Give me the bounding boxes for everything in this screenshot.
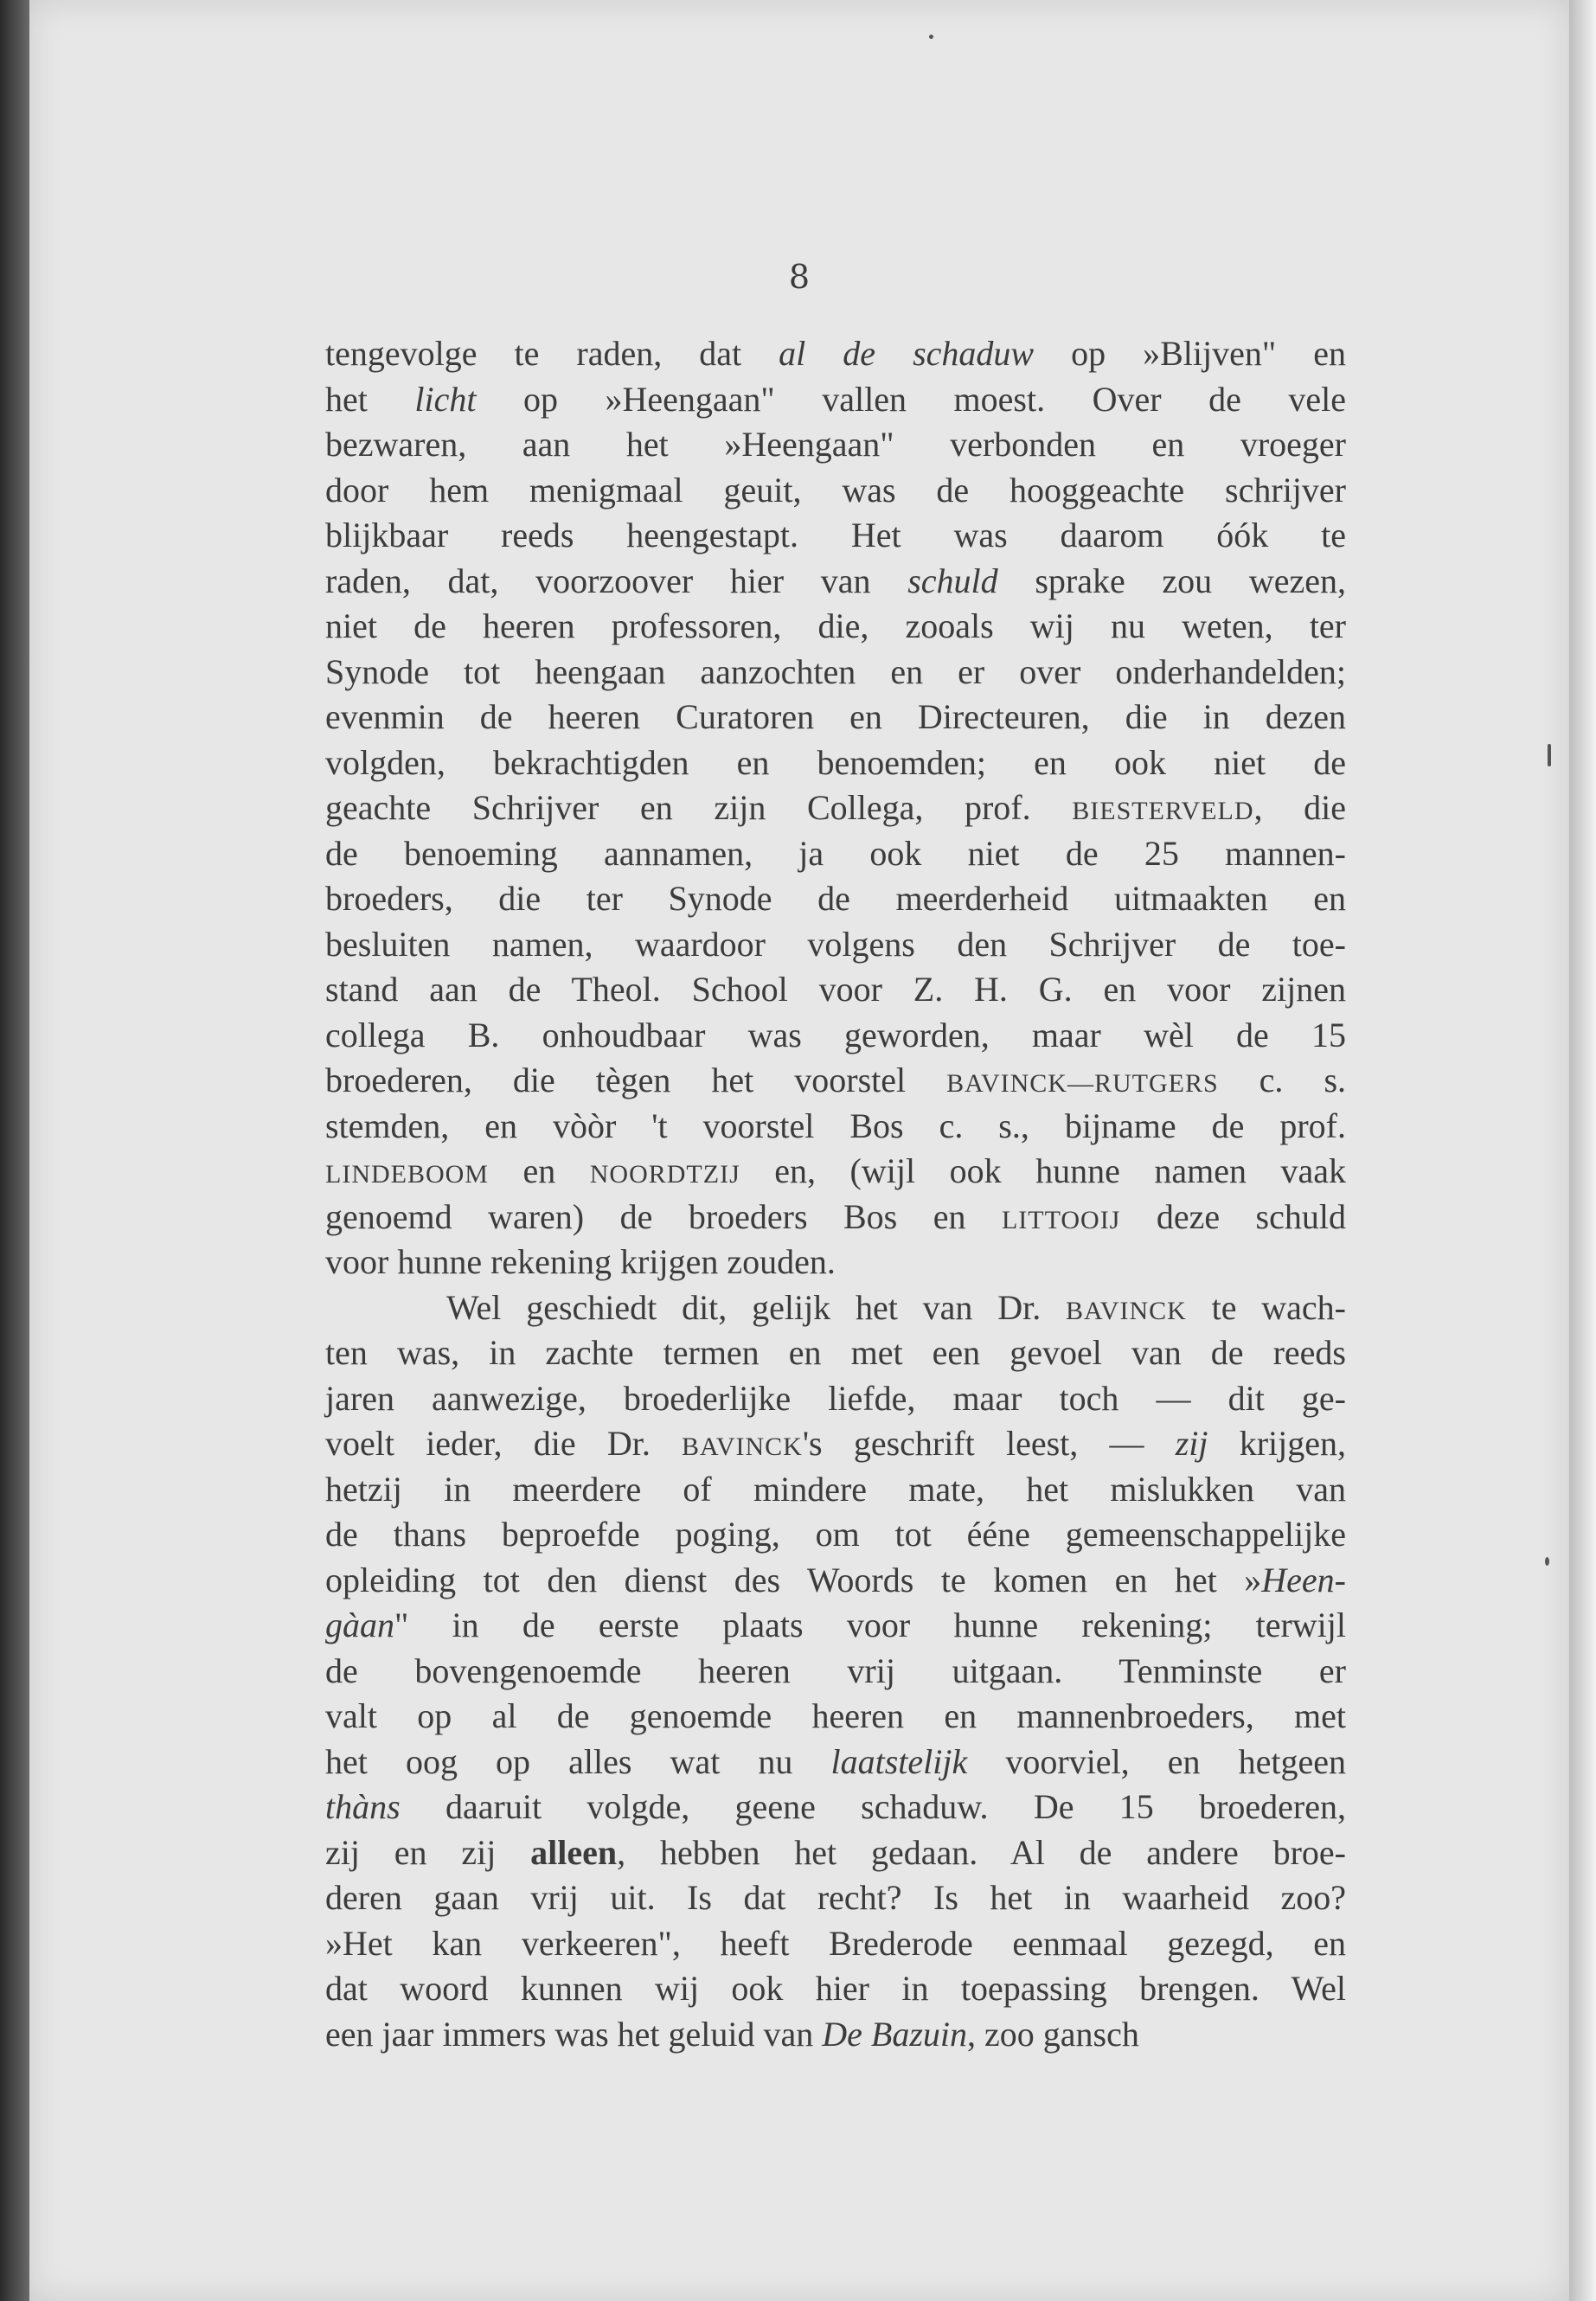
text-run: de benoeming aannamen, ja ook niet de 25 mannen-	[325, 833, 1346, 873]
italic-run: licht	[414, 379, 477, 419]
text-run: ten was, in zachte termen en met een gevoel van de reeds	[325, 1333, 1346, 1372]
paper-speck	[1545, 1557, 1549, 1566]
text-line	[325, 1195, 1346, 1240]
italic-run: laatstelijk	[830, 1741, 968, 1781]
text-line	[325, 1285, 1346, 1331]
paper-speck	[1548, 744, 1551, 766]
text-line	[325, 559, 1346, 605]
text-run: en	[489, 1151, 590, 1190]
text-line	[325, 1785, 1346, 1830]
text-run: door hem menigmaal geuit, was de hooggeachte schrijver	[325, 470, 1346, 510]
text-line	[325, 1558, 1346, 1604]
text-line	[325, 967, 1346, 1013]
text-line	[325, 1330, 1346, 1376]
paper-speck	[929, 35, 933, 39]
italic-run: De Bazuin	[822, 2014, 968, 2054]
text-run: 's geschrift leest, —	[802, 1424, 1176, 1463]
text-line	[325, 1013, 1346, 1059]
body-text	[325, 331, 1346, 2057]
text-line	[325, 1694, 1346, 1740]
text-run: voelt ieder, die Dr.	[325, 1424, 683, 1463]
text-line	[325, 604, 1346, 650]
italic-run: al de schaduw	[779, 334, 1035, 373]
text-line	[325, 785, 1346, 831]
text-line	[325, 922, 1346, 968]
text-run: , zoo gansch	[967, 2014, 1139, 2054]
text-run: valt op al de genoemde heeren en mannenbroeders, met	[325, 1696, 1346, 1735]
text-line	[325, 377, 1346, 423]
text-line	[325, 831, 1346, 877]
text-run: blijkbaar reeds heengestapt. Het was daarom óók te	[325, 516, 1346, 554]
text-run: deren gaan vrij uit. Is dat recht? Is het in waarheid zoo?	[325, 1878, 1346, 1917]
text-run: »Het kan verkeeren", heeft Brederode eenmaal gezegd, en	[325, 1923, 1346, 1963]
text-run: broederen, die tègen het voorstel	[325, 1061, 947, 1099]
text-run: de bovengenoemde heeren vrij uitgaan. Tenminste er	[325, 1650, 1346, 1690]
text-run: dat woord kunnen wij ook hier in toepassing brengen. Wel	[325, 1969, 1346, 2008]
text-run: stand aan de Theol. School voor Z. H. G. en voor zijnen	[325, 970, 1346, 1009]
smallcaps-name: NOORDTZIJ	[589, 1160, 740, 1189]
text-run: op »Heengaan" vallen moest. Over de vele	[476, 379, 1346, 419]
text-line	[325, 513, 1346, 559]
smallcaps-name: LITTOOIJ	[1001, 1205, 1121, 1234]
text-run: c. s.	[1218, 1061, 1347, 1099]
text-line	[325, 1512, 1346, 1558]
text-run: voor hunne rekening krijgen zouden.	[325, 1242, 836, 1281]
text-run: voorviel, en hetgeen	[967, 1741, 1347, 1781]
text-line	[325, 1966, 1346, 2012]
text-run: , die	[1253, 788, 1346, 827]
text-line	[325, 1104, 1346, 1150]
text-line	[325, 1421, 1346, 1467]
text-run: evenmin de heeren Curatoren en Directeuren, die in dezen	[325, 697, 1346, 736]
smallcaps-name: BAVINCK	[1066, 1296, 1187, 1325]
smallcaps-name: BIESTERVELD	[1072, 797, 1254, 825]
text-line	[325, 1830, 1346, 1876]
text-run: het	[325, 379, 415, 419]
text-run: besluiten namen, waardoor volgens den Schrijver de toe-	[325, 924, 1346, 964]
text-run: zij en zij	[325, 1832, 531, 1872]
text-line	[325, 2012, 1346, 2058]
text-line	[325, 650, 1346, 695]
text-run: een jaar immers was het geluid van	[325, 2014, 823, 2054]
text-run: opleiding tot den dienst des Woords te komen en het »	[325, 1560, 1262, 1599]
italic-run: gàan	[325, 1606, 394, 1644]
text-run: Wel geschiedt dit, gelijk het van Dr.	[446, 1287, 1066, 1327]
text-run: tengevolge te raden, dat	[325, 334, 779, 373]
italic-run: schuld	[907, 561, 998, 600]
text-line	[325, 1467, 1346, 1513]
text-run: te wach-	[1186, 1287, 1346, 1327]
text-run: jaren aanwezige, broederlijke liefde, maar toch — dit ge-	[325, 1378, 1346, 1418]
text-line	[325, 740, 1346, 786]
text-run: bezwaren, aan het »Heengaan" verbonden en vroeger	[325, 425, 1346, 464]
text-line	[325, 422, 1346, 468]
page-number: 8	[788, 258, 811, 296]
book-page	[29, 0, 1569, 2301]
text-run: het oog op alles wat nu	[325, 1741, 831, 1781]
text-line	[325, 876, 1346, 922]
text-run: raden, dat, voorzoover hier van	[325, 561, 908, 600]
text-run: genoemd waren) de broeders Bos en	[325, 1196, 1002, 1236]
text-run: deze schuld	[1120, 1196, 1346, 1236]
smallcaps-name: LINDEBOOM	[325, 1160, 489, 1189]
text-run: sprake zou wezen,	[997, 561, 1346, 600]
text-run: hetzij in meerdere of mindere mate, het mislukken van	[325, 1469, 1346, 1509]
text-run: geachte Schrijver en zijn Collega, prof.	[325, 788, 1073, 827]
scan-edge-right	[1569, 0, 1596, 2301]
text-run: niet de heeren professoren, die, zooals wij nu weten, ter	[325, 606, 1346, 645]
text-run: op »Blijven" en	[1034, 334, 1347, 373]
text-run: krijgen,	[1208, 1424, 1347, 1463]
text-run: collega B. onhoudbaar was geworden, maar wèl de 15	[325, 1015, 1346, 1054]
italic-run: thàns	[325, 1787, 401, 1826]
text-run: " in de eerste plaats voor hunne rekening; terwijl	[394, 1606, 1346, 1644]
text-line	[325, 1149, 1346, 1195]
text-run: de thans beproefde poging, om tot ééne gemeenschappelijke	[325, 1515, 1346, 1554]
text-line	[325, 695, 1346, 740]
italic-run: Heen-	[1261, 1560, 1346, 1599]
italic-run: zij	[1175, 1424, 1208, 1463]
text-line	[325, 1875, 1346, 1921]
text-line	[325, 1376, 1346, 1422]
text-line	[325, 1649, 1346, 1695]
text-run: , hebben het gedaan. Al de andere broe-	[617, 1832, 1346, 1872]
text-run: daaruit volgde, geene schaduw. De 15 broederen,	[400, 1787, 1346, 1826]
smallcaps-name: BAVINCK—RUTGERS	[946, 1069, 1219, 1098]
text-line	[325, 1921, 1346, 1967]
bold-run: alleen	[530, 1832, 618, 1872]
text-line	[325, 1740, 1346, 1785]
text-line	[325, 468, 1346, 514]
scan-edge-left	[0, 0, 29, 2301]
text-line	[325, 331, 1346, 377]
smallcaps-name: BAVINCK	[682, 1433, 803, 1461]
text-run: stemden, en vòòr 't voorstel Bos c. s., bijname de prof.	[325, 1106, 1346, 1145]
text-line	[325, 1603, 1346, 1649]
text-run: volgden, bekrachtigden en benoemden; en ook niet de	[325, 742, 1346, 782]
text-run: broeders, die ter Synode de meerderheid uitmaakten en	[325, 879, 1346, 918]
text-line	[325, 1058, 1346, 1104]
text-run: Synode tot heengaan aanzochten en er over onderhandelden;	[325, 651, 1346, 691]
text-line	[325, 1240, 1346, 1285]
text-run: en, (wijl ook hunne namen vaak	[740, 1151, 1346, 1190]
